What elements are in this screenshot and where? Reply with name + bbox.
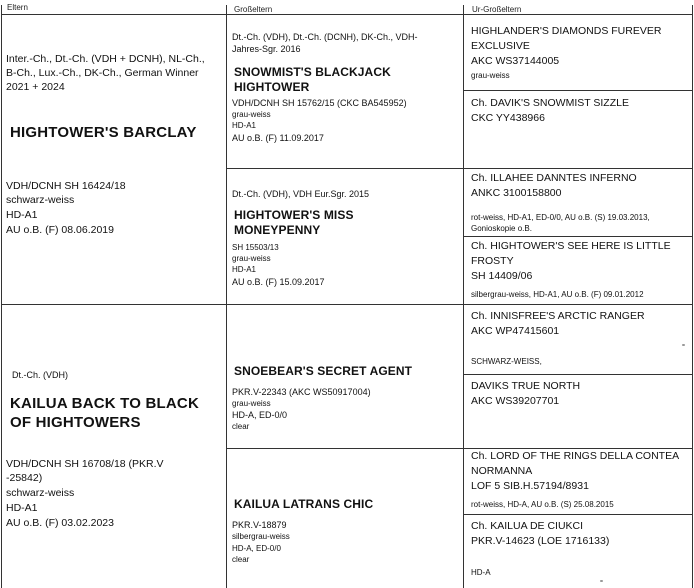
ugp-divider-1: [463, 90, 693, 91]
dog11-name: DAVIKS TRUE NORTH: [471, 380, 581, 392]
gp-divider-bottom: [226, 448, 693, 449]
scan-speck: [600, 580, 603, 582]
header-grosseltern: Großeltern: [234, 5, 273, 14]
col-divider-1: [226, 5, 227, 588]
right-border: [692, 5, 693, 588]
dog7-reg: SH 14409/06: [471, 270, 533, 282]
dog2-titles-line2: Jahres-Sgr. 2016: [232, 44, 301, 54]
dog13-info: rot-weiss, HD-A, AU o.B. (S) 25.08.2015: [471, 500, 614, 509]
dog14-reg: PKR.V-14623 (LOE 1716133): [471, 535, 610, 547]
dog3-reg: AKC WS37144005: [471, 55, 560, 67]
dog10-color: SCHWARZ-WEISS,: [471, 357, 542, 366]
scan-speck: [682, 344, 685, 346]
dog8-name-line2: OF HIGHTOWERS: [10, 414, 141, 431]
dog5-name-line2: MONEYPENNY: [234, 223, 321, 237]
dog8-hd: HD-A1: [6, 502, 38, 514]
header-bottom-line: [1, 14, 693, 15]
dog13-name-line2: NORMANNA: [471, 465, 533, 477]
header-urgrosseltern: Ur-Großeltern: [472, 5, 522, 14]
dog2-name-line1: SNOWMIST'S BLACKJACK: [234, 65, 391, 79]
dog6-info-line1: rot-weiss, HD-A1, ED-0/0, AU o.B. (S) 19.03.2013,: [471, 213, 650, 222]
dog5-color: grau-weiss: [232, 254, 271, 263]
dog1-name: HIGHTOWER'S BARCLAY: [10, 124, 197, 141]
dog1-color: schwarz-weiss: [6, 194, 75, 206]
dog2-au: AU o.B. (F) 11.09.2017: [232, 133, 324, 143]
dog3-name-line2: EXCLUSIVE: [471, 40, 530, 52]
dog8-titles: Dt.-Ch. (VDH): [12, 370, 68, 380]
dog12-hd: HD-A, ED-0/0: [232, 544, 281, 553]
dog2-color: grau-weiss: [232, 110, 271, 119]
dog12-reg: PKR.V-18879: [232, 520, 287, 530]
dog8-reg-line1: VDH/DCNH SH 16708/18 (PKR.V: [6, 458, 164, 470]
dog8-reg-line2: -25842): [6, 472, 43, 484]
dog4-name: Ch. DAVIK'S SNOWMIST SIZZLE: [471, 97, 629, 109]
dog6-info-line2: Gonioskopie o.B.: [471, 224, 532, 233]
dog11-reg: AKC WS39207701: [471, 395, 560, 407]
dog12-eyes: clear: [232, 555, 250, 564]
dog3-name-line1: HIGHLANDER'S DIAMONDS FUREVER: [471, 25, 662, 37]
dog8-name-line1: KAILUA BACK TO BLACK: [10, 395, 199, 412]
dog9-color: grau-weiss: [232, 399, 271, 408]
dog4-reg: CKC YY438966: [471, 112, 545, 124]
dog9-name: SNOEBEAR'S SECRET AGENT: [234, 364, 413, 378]
dog1-reg: VDH/DCNH SH 16424/18: [6, 180, 126, 192]
dog1-titles-line1: Inter.-Ch., Dt.-Ch. (VDH + DCNH), NL-Ch.,: [6, 53, 205, 65]
dog8-au: AU o.B. (F) 03.02.2023: [6, 517, 114, 529]
dog1-titles-line3: 2021 + 2024: [6, 81, 65, 93]
ugp-divider-2: [463, 236, 693, 237]
dog14-name: Ch. KAILUA DE CIUKCI: [471, 520, 584, 532]
header-eltern: Eltern: [7, 3, 28, 12]
mid-divider-line: [1, 304, 693, 305]
left-border: [1, 5, 2, 588]
dog1-au: AU o.B. (F) 08.06.2019: [6, 224, 114, 236]
dog7-name-line2: FROSTY: [471, 255, 514, 267]
ugp-divider-4: [463, 514, 693, 515]
dog5-au: AU o.B. (F) 15.09.2017: [232, 277, 325, 287]
dog5-name-line1: HIGHTOWER'S MISS: [234, 208, 354, 222]
dog5-hd: HD-A1: [232, 265, 257, 274]
dog9-eyes: clear: [232, 422, 250, 431]
dog13-reg: LOF 5 SIB.H.57194/8931: [471, 480, 589, 492]
dog9-reg: PKR.V-22343 (AKC WS50917004): [232, 387, 371, 397]
dog2-name-line2: HIGHTOWER: [234, 80, 310, 94]
dog2-titles-line1: Dt.-Ch. (VDH), Dt.-Ch. (DCNH), DK-Ch., VDH-: [232, 32, 418, 42]
dog13-name-line1: Ch. LORD OF THE RINGS DELLA CONTEA: [471, 450, 680, 462]
dog2-hd: HD-A1: [232, 121, 257, 130]
dog7-name-line1: Ch. HIGHTOWER'S SEE HERE IS LITTLE: [471, 240, 671, 252]
dog1-hd: HD-A1: [6, 209, 38, 221]
dog3-color: grau-weiss: [471, 71, 510, 80]
dog5-reg: SH 15503/13: [232, 243, 279, 252]
dog2-reg: VDH/DCNH SH 15762/15 (CKC BA545952): [232, 98, 407, 108]
dog1-titles-line2: B-Ch., Lux.-Ch., DK-Ch., German Winner: [6, 67, 199, 79]
dog12-name: KAILUA LATRANS CHIC: [234, 497, 374, 511]
dog10-reg: AKC WP47415601: [471, 325, 560, 337]
dog6-reg: ANKC 3100158800: [471, 187, 562, 199]
dog9-hd: HD-A, ED-0/0: [232, 410, 288, 420]
dog6-name: Ch. ILLAHEE DANNTES INFERNO: [471, 172, 637, 184]
dog5-titles: Dt.-Ch. (VDH), VDH Eur.Sgr. 2015: [232, 189, 370, 199]
dog8-color: schwarz-weiss: [6, 487, 75, 499]
dog14-hd: HD-A: [471, 568, 491, 577]
dog12-color: silbergrau-weiss: [232, 532, 290, 541]
col-divider-2: [463, 5, 464, 588]
dog10-name: Ch. INNISFREE'S ARCTIC RANGER: [471, 310, 645, 322]
ugp-divider-3: [463, 374, 693, 375]
dog7-info: silbergrau-weiss, HD-A1, AU o.B. (F) 09.01.2012: [471, 290, 644, 299]
gp-divider-top: [226, 168, 693, 169]
